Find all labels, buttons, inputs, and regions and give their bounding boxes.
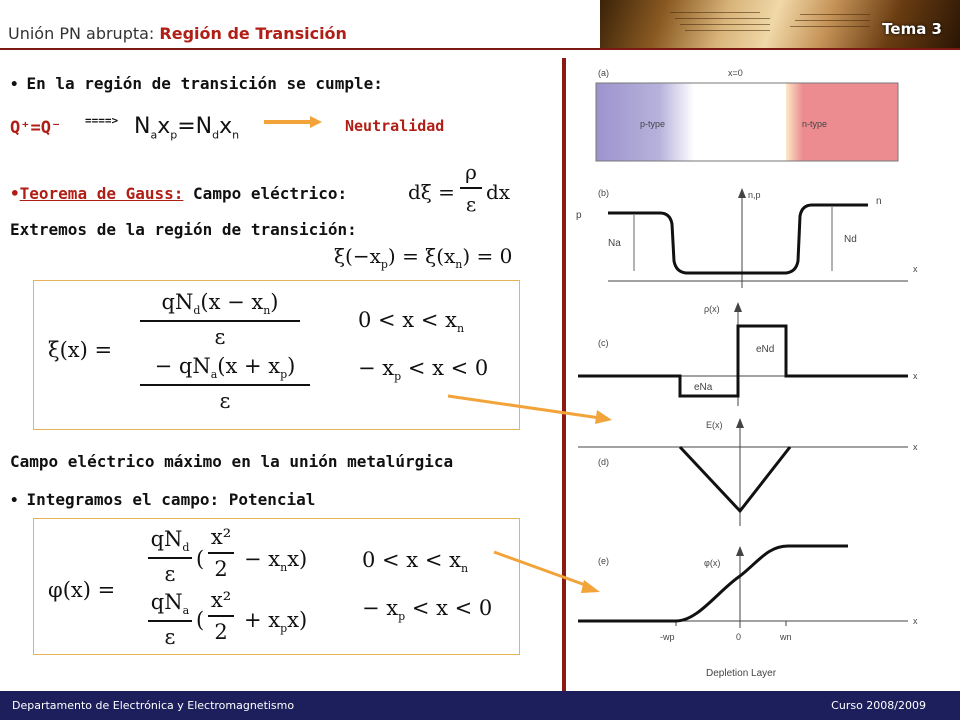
p-type-label: p-type [640,119,666,129]
gauss-eq-right: dx [486,180,511,204]
potential-x2-fraction-1 [208,525,234,581]
charge-equality: Q⁺=Q⁻ [10,118,62,138]
potential-lhs: φ(x) = [48,578,116,602]
panel-b-p: p [576,210,582,221]
panel-b-label: (b) [598,188,609,198]
panel-e-label: (e) [598,556,609,566]
potential-condition-2: − $x_p < x < 0$ [362,596,493,624]
potential-x2: x² [210,525,232,549]
slide-title-highlight: Región de Transición [159,24,347,43]
fraction-bar [208,615,234,617]
bullet-potential [10,490,315,509]
bullet-transition-region [10,74,383,93]
implies-arrow: ====> [85,114,119,127]
field-lhs: ξ(x) = [48,338,113,362]
field-den-2: ε [219,389,231,414]
field-curve [680,447,790,511]
field-den-1: ε [214,325,226,350]
figure-caption: Depletion Layer [706,668,777,679]
neutrality-label: Neutralidad [345,117,445,135]
potential-den-2: ε [164,625,176,650]
potential-rest-1: − $x_nx$) [244,547,308,575]
fraction-bar [460,187,482,189]
panel-c-label: (c) [598,338,609,348]
potential-rest-2: + $x_px$) [244,608,308,636]
neutrality-arrow [262,114,324,130]
panel-c-x: x [913,371,918,381]
potential-x2: x² [210,588,232,612]
panel-a-label: (a) [598,68,609,78]
neutrality-equation: $N_ax_p=N_dx_n$ [134,114,240,142]
gauss-den: ε [465,192,477,216]
depletion-region [694,83,786,161]
potential-factor-2 [148,590,192,649]
panel-b-n: n [876,196,882,207]
bullet-dot: • [10,77,19,93]
panel-e-x: x [913,616,918,626]
extremes-equation: $\xi(-x_p) = \xi(x_n) = 0$ [334,244,513,271]
panel-d-e: E(x) [706,420,723,430]
potential-condition-1: $0 < x < x_n$ [362,548,469,576]
gauss-fraction [460,160,482,216]
panel-e-wp: -wp [660,632,675,642]
panel-e-y-arrow [736,546,744,556]
panel-b-np: n,p [748,190,761,200]
field-condition-2: − $x_p < x < 0$ [358,356,489,384]
bullet-text: En la región de transición se cumple: [26,74,383,93]
bullet-dot: • [10,493,19,509]
panel-e-wn: wn [780,632,792,642]
footer-department: Departamento de Electrónica y Electromagnetismo [12,699,295,712]
bullet-dot: • [10,184,20,203]
panel-c-end: eNd [756,344,775,355]
n-type-label: n-type [802,119,828,129]
potential-paren-2: ( [196,608,205,632]
field-fraction-1 [140,290,300,349]
fraction-bar [140,384,310,386]
panel-d-label: (d) [598,457,609,467]
fraction-bar [140,320,300,322]
gauss-line [10,184,347,203]
panel-b-nd: Nd [844,234,857,245]
extremes-text: Extremos de la región de transición: [10,220,357,239]
gauss-theorem-link: Teorema de Gauss: [19,184,184,203]
field-fraction-2 [140,354,310,413]
panel-b-na: Na [608,238,621,249]
panel-d-x: x [913,442,918,452]
depletion-layer-figure [568,56,960,688]
fraction-bar [148,557,192,559]
topic-label: Tema 3 [882,20,942,38]
panel-c-y-arrow [734,302,742,312]
potential-num-2: $qN_a$ [150,590,190,618]
footer-course: Curso 2008/2009 [831,699,926,712]
potential-num-1: $qN_d$ [150,527,190,555]
slide-title-prefix: Unión PN abrupta: [8,24,160,43]
max-field-text: Campo eléctrico máximo en la unión metalúrgica [10,452,454,471]
bullet-text: Integramos el campo: Potencial [26,490,316,509]
fraction-bar [208,552,234,554]
gauss-eq-left: dξ = [408,180,455,204]
panel-d-y-arrow [736,418,744,428]
gauss-num: ρ [465,160,477,184]
panel-e-zero: 0 [736,632,742,642]
potential-paren-1: ( [196,547,205,571]
field-num-1: $qN_d(x - x_n)$ [161,290,279,318]
potential-two: 2 [214,557,228,581]
panel-b-x: x [913,264,918,274]
panel-b-y-arrow [738,188,746,198]
footer-bar [0,691,960,720]
field-num-2: − $qN_a(x + x_p)$ [154,354,296,382]
fraction-bar [148,620,192,622]
panel-c-ena: eNa [694,382,713,393]
panel-c-rho: ρ(x) [704,304,720,314]
panel-a-x0: x=0 [728,68,743,78]
potential-x2-fraction-2 [208,588,234,644]
panel-e-phi: φ(x) [704,558,721,568]
field-condition-1: $0 < x < x_n$ [358,308,465,336]
gauss-rest: Campo eléctrico: [193,184,348,203]
potential-factor-1 [148,527,192,586]
header-rule [0,48,960,50]
charge-density-curve [578,326,908,396]
slide-title [8,24,347,43]
potential-two: 2 [214,620,228,644]
carrier-profile-curve [608,205,868,273]
potential-den-1: ε [164,562,176,587]
